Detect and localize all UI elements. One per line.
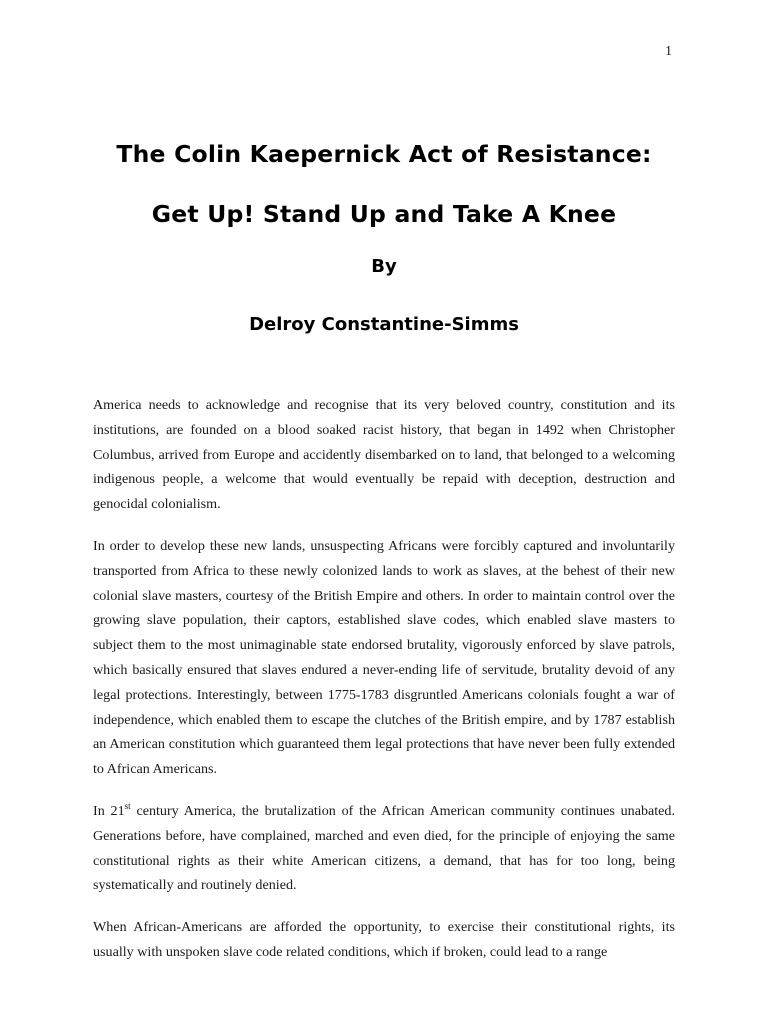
ordinal-superscript: st xyxy=(124,800,131,811)
document-title-line-1: The Colin Kaepernick Act of Resistance: xyxy=(116,140,652,168)
paragraph-3 xyxy=(93,799,675,898)
paragraph-1: America needs to acknowledge and recognise that its very beloved country, constitution and its institutions, are founded on a blood soaked racist history, that began in 1492 when Christopher Columbus, arrived from Europe and accidently disembarked on to land, that belonged to a welcoming indigenous people, a welcome that would eventually be repaid with deception, destruction and genocidal colonialism. xyxy=(93,397,675,513)
paragraph-3-text: century America, the brutalization of the African American community continues unabated. Generations before, have complained, marched and even died, for the principle of enjoying the same constitutional rights as their white American citizens, a demand, that has for too long, being systematically and routinely denied. xyxy=(93,802,675,894)
page-number: 1 xyxy=(665,44,672,59)
paragraph-2: In order to develop these new lands, unsuspecting Africans were forcibly captured and involuntarily transported from Africa to these newly colonized lands to work as slaves, at the behest of their new colonial slave masters, courtesy of the British Empire and others. In order to maintain control over the growing slave population, their captors, established slave codes, which enabled slave masters to subject them to the most unimaginable state endorsed brutality, vigorously enforced by slave patrols, which basically ensured that slaves endured a never-ending life of servitude, brutality devoid of any legal protections. Interestingly, between 1775-1783 disgruntled Americans colonials fought a war of independence, which enabled them to escape the clutches of the British empire, and by 1787 establish an American constitution which guaranteed them legal protections that have never been fully extended to African Americans. xyxy=(93,537,675,778)
author-name: Delroy Constantine-Simms xyxy=(249,314,519,335)
paragraph-3-prefix: In 21 xyxy=(93,802,125,819)
paragraph-4: When African-Americans are afforded the opportunity, to exercise their constitutional rights, its usually with unspoken slave code related conditions, which if broken, could lead to a range xyxy=(93,919,675,960)
byline: By xyxy=(371,256,397,277)
body-text xyxy=(93,393,675,982)
document-title-line-2: Get Up! Stand Up and Take A Knee xyxy=(151,200,617,228)
